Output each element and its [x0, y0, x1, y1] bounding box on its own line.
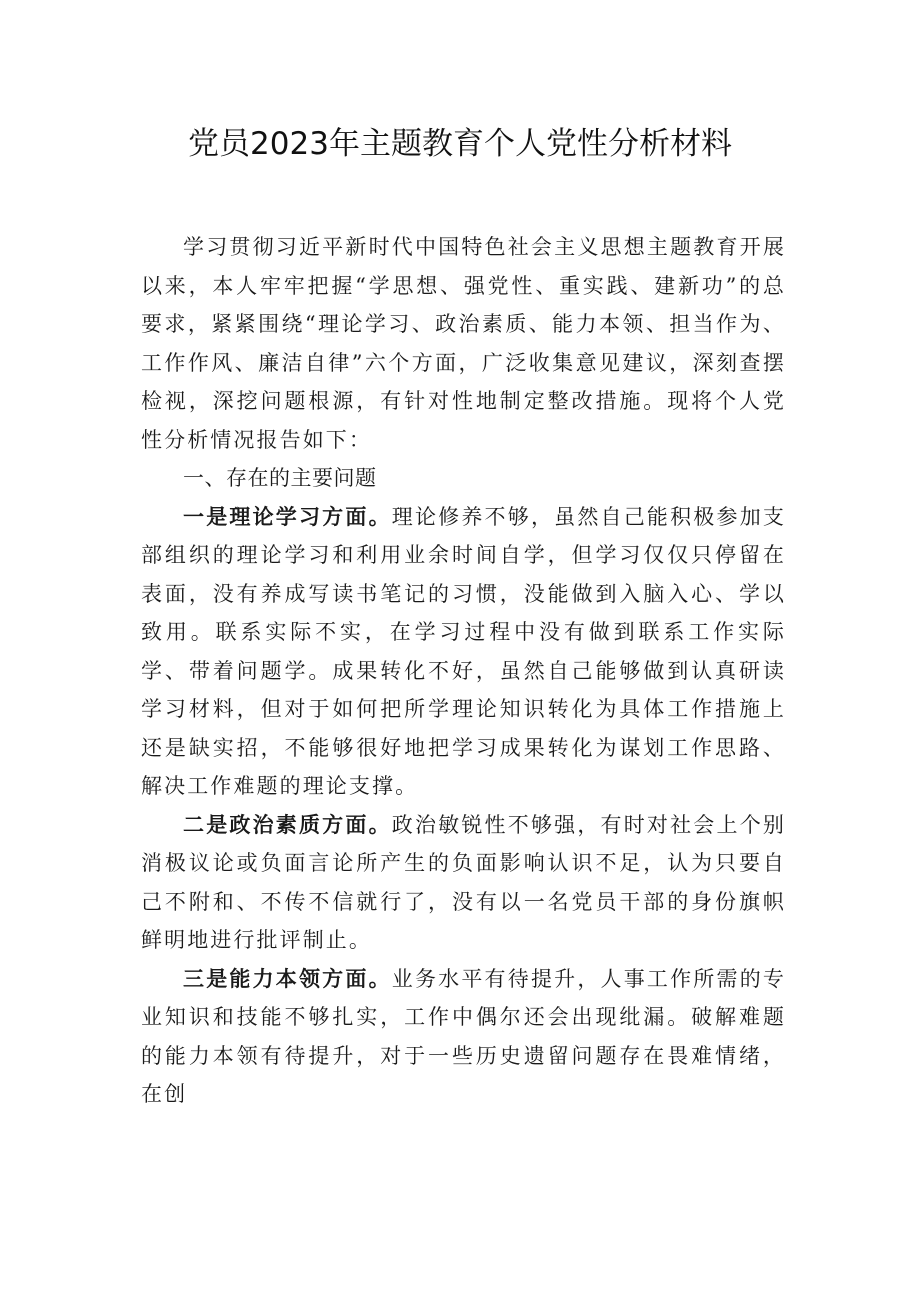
- item-paragraph-theory: [141, 498, 786, 806]
- section-heading: 一、存在的主要问题: [183, 466, 377, 490]
- item-text: 政治敏锐性不够强，有时对社会上个别消极议论或负面言论所产生的负面影响认识不足，认为只要自己不附和、不传不信就行了，没有以一名党员干部的身份旗帜鲜明地进行批评制止。: [141, 812, 786, 952]
- document-title: 党员2023年主题教育个人党性分析材料: [188, 126, 732, 162]
- item-paragraph-ability: [141, 960, 786, 1114]
- item-paragraph-politics: [141, 806, 786, 960]
- item-lead: 二是政治素质方面。: [183, 812, 392, 837]
- item-text: 业务水平有待提升，人事工作所需的专业知识和技能不够扎实，工作中偶尔还会出现纰漏。破解难题的能力本领有待提升，对于一些历史遗留问题存在畏难情绪，在创: [141, 966, 786, 1106]
- intro-paragraph: 学习贯彻习近平新时代中国特色社会主义思想主题教育开展以来，本人牢牢把握“学思想、强党性、重实践、建新功”的总要求，紧紧围绕“理论学习、政治素质、能力本领、担当作为、工作作风、廉洁自律”六个方面，广泛收集意见建议，深刻查摆检视，深挖问题根源，有针对性地制定整改措施。现将个人党性分析情况报告如下：: [141, 235, 786, 452]
- item-text: 理论修养不够，虽然自己能积极参加支部组织的理论学习和利用业余时间自学，但学习仅仅只停留在表面，没有养成写读书笔记的习惯，没能做到入脑入心、学以致用。联系实际不实，在学习过程中没有做到联系工作实际学、带着问题学。成果转化不好，虽然自己能够做到认真研读学习材料，但对于如何把所学理论知识转化为具体工作措施上还是缺实招，不能够很好地把学习成果转化为谋划工作思路、解决工作难题的理论支撑。: [141, 504, 786, 798]
- item-lead: 一是理论学习方面。: [183, 504, 392, 529]
- item-lead: 三是能力本领方面。: [183, 966, 392, 991]
- document-body: [141, 228, 786, 1114]
